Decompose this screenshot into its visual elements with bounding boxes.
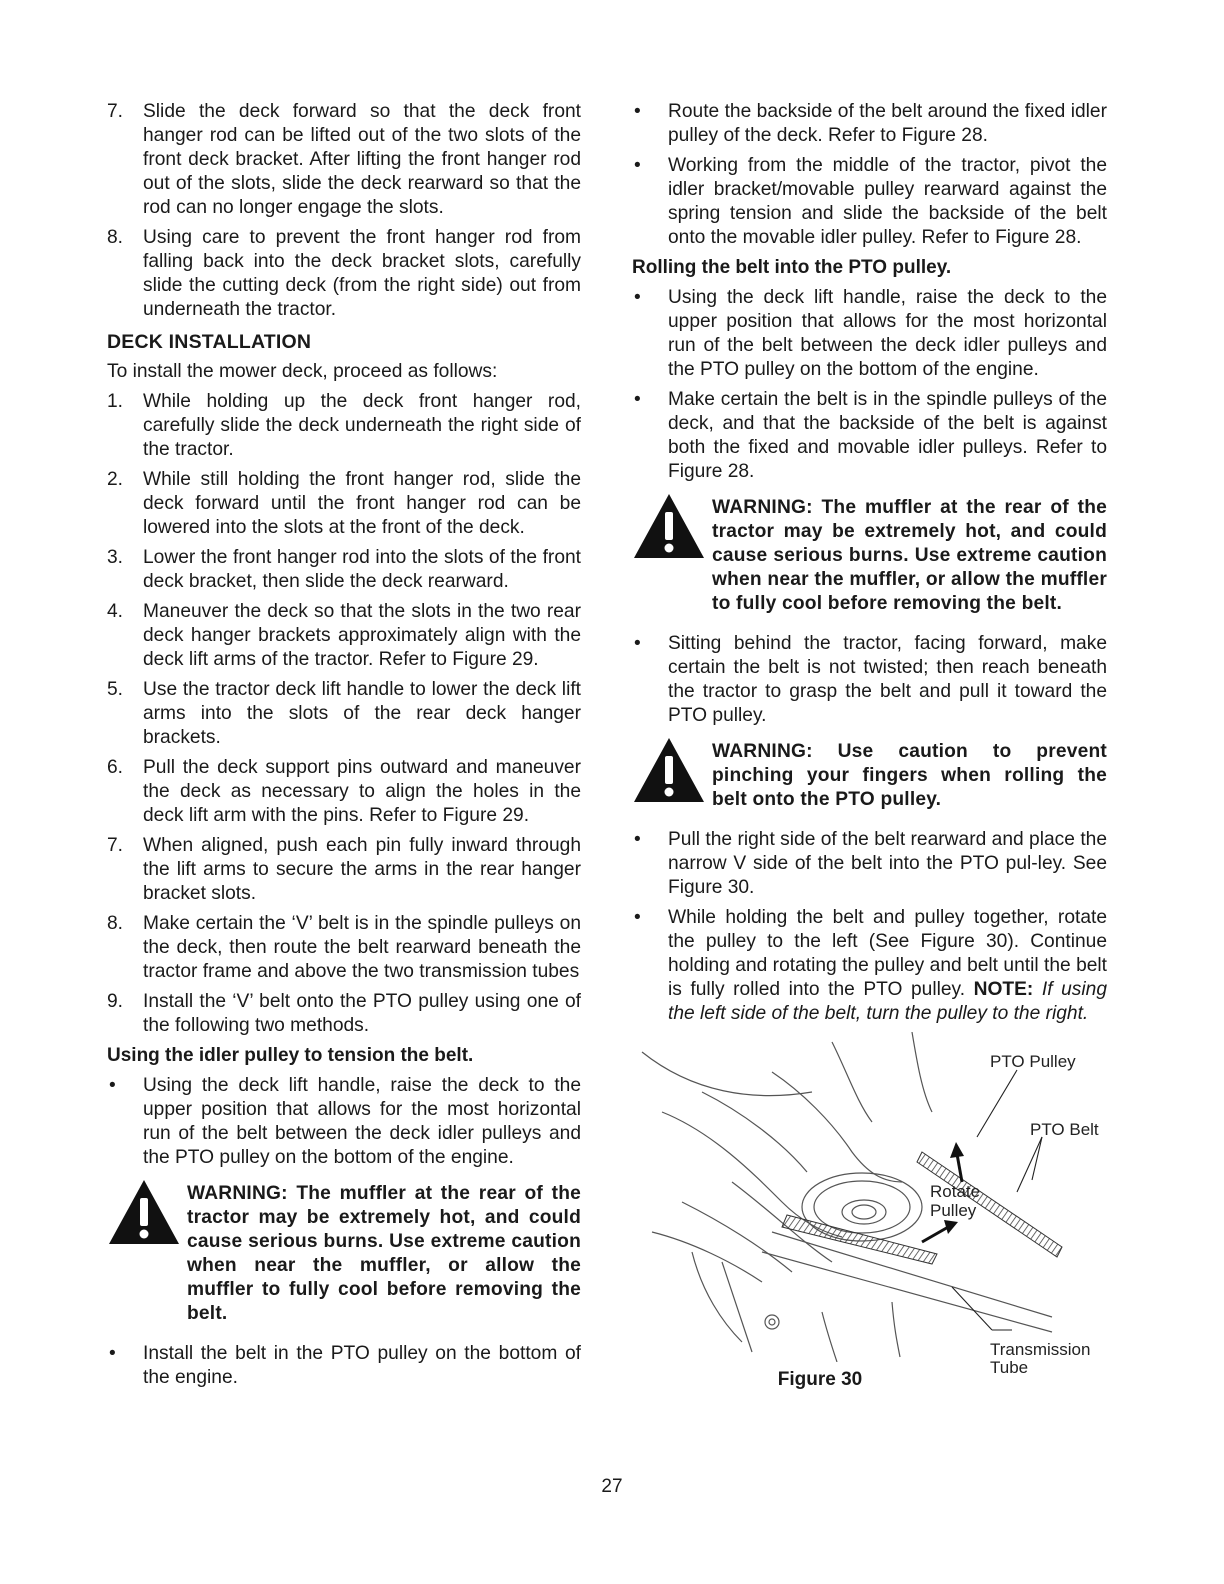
list-item-text: Sitting behind the tractor, facing forward, make certain the belt is not twisted; then reach beneath the tractor to grasp the belt and pull it toward the PTO pulley. xyxy=(668,633,1107,726)
list-item xyxy=(107,912,581,984)
step-number: 9. xyxy=(107,991,124,1012)
label-pto-pulley: PTO Pulley xyxy=(990,1052,1076,1071)
list-item-text: Install the ‘V’ belt onto the PTO pulley using one of the following two methods. xyxy=(143,991,581,1036)
bullet-marker: • xyxy=(634,389,641,410)
install-belt-bullets-list xyxy=(107,1342,581,1390)
list-item-text: Slide the deck forward so that the deck front hanger rod can be lifted out of the two slots of the front deck bracket. After lifting the front hanger rod out of the slots, slide the deck rearward so that the rod can no longer engage the slots. xyxy=(143,101,581,218)
step-number: 5. xyxy=(107,679,124,700)
sitting-bullets-list xyxy=(632,632,1107,728)
list-item-text: Working from the middle of the tractor, pivot the idler bracket/movable pulley rearward against the spring tension and slide the backside of the belt onto the movable idler pulley. Refer to Figure 28. xyxy=(668,155,1107,248)
list-item xyxy=(107,678,581,750)
warning-text: WARNING: The muffler at the rear of the tractor may be extremely hot, and could cause serious burns. Use extreme caution when near the muffler, or allow the muffler to fully cool before removing the belt. xyxy=(187,1183,581,1324)
list-item-text: Lower the front hanger rod into the slots of the front deck bracket, then slide the deck rearward. xyxy=(143,547,581,592)
list-item xyxy=(107,468,581,540)
list-item xyxy=(632,388,1107,484)
list-item xyxy=(107,100,581,220)
step-number: 8. xyxy=(107,227,124,248)
label-transmission: Transmission xyxy=(990,1340,1091,1359)
list-item-text: Pull the right side of the belt rearward and place the narrow V side of the belt into the PTO pul-ley. See Figure 30. xyxy=(668,829,1107,898)
list-item-text: Using the deck lift handle, raise the deck to the upper position that allows for the most horizontal run of the belt between the deck idler pulleys and the PTO pulley on the bottom of the engine. xyxy=(143,1075,581,1168)
label-tube: Tube xyxy=(990,1358,1029,1377)
list-item xyxy=(107,226,581,322)
label-pulley: Pulley xyxy=(930,1201,977,1220)
list-item xyxy=(107,1074,581,1170)
bullet-marker: • xyxy=(109,1343,116,1364)
list-item-text: Route the backside of the belt around the fixed idler pulley of the deck. Refer to Figure 28. xyxy=(668,101,1107,146)
list-item xyxy=(107,600,581,672)
list-item xyxy=(107,1342,581,1390)
figure-30 xyxy=(632,1032,1107,1402)
list-item xyxy=(107,756,581,828)
note-text: If using the left side of the belt, turn the pulley to the right. xyxy=(668,979,1107,1024)
list-item xyxy=(632,100,1107,148)
bullet-marker: • xyxy=(634,287,641,308)
list-item-text: Use the tractor deck lift handle to lower the deck lift arms into the slots of the rear deck hanger brackets. xyxy=(143,679,581,748)
bullet-marker: • xyxy=(634,101,641,122)
route-belt-bullets-list xyxy=(632,100,1107,250)
list-item-text: When aligned, push each pin fully inward through the lift arms to secure the arms in the rear hanger bracket slots. xyxy=(143,835,581,904)
installation-steps-list xyxy=(107,390,581,1038)
list-item-text: Pull the deck support pins outward and maneuver the deck as necessary to align the holes in the deck lift arm with the pins. Refer to Figure 29. xyxy=(143,757,581,826)
bullet-marker: • xyxy=(634,907,641,928)
warning-triangle-icon xyxy=(107,1178,181,1246)
step-number: 7. xyxy=(107,101,124,122)
label-rotate: Rotate xyxy=(930,1182,981,1201)
step-number: 3. xyxy=(107,547,124,568)
warning-triangle-icon xyxy=(632,492,706,560)
warning-triangle-icon xyxy=(632,736,706,804)
list-item xyxy=(107,546,581,594)
list-item-text: Maneuver the deck so that the slots in the two rear deck hanger brackets approximately align with the deck lift arms of the tractor. Refer to Figure 29. xyxy=(143,601,581,670)
step-number: 6. xyxy=(107,757,124,778)
note-label: NOTE: xyxy=(973,979,1034,1000)
intro-text: To install the mower deck, proceed as follows: xyxy=(107,361,498,382)
list-item xyxy=(107,990,581,1038)
removal-steps-list xyxy=(107,100,581,322)
list-item xyxy=(632,906,1107,1026)
rolling-bullets-list xyxy=(632,286,1107,484)
warning-block-muffler xyxy=(107,1182,581,1326)
section-heading-deck-installation: DECK INSTALLATION xyxy=(107,331,312,353)
step-number: 4. xyxy=(107,601,124,622)
list-item xyxy=(632,286,1107,382)
list-item-text: Make certain the ‘V’ belt is in the spindle pulleys on the deck, then route the belt rearward beneath the tractor frame and above the two transmission tubes xyxy=(143,913,581,982)
figure-caption: Figure 30 xyxy=(777,1369,863,1390)
list-item xyxy=(632,154,1107,250)
warning-block-pinching xyxy=(632,740,1107,812)
list-item-text: While holding up the deck front hanger rod, carefully slide the deck underneath the right side of the tractor. xyxy=(143,391,581,460)
page-number: 27 xyxy=(601,1476,623,1497)
right-column xyxy=(632,100,1107,1402)
bullet-marker: • xyxy=(634,829,641,850)
subheading-idler-pulley: Using the idler pulley to tension the belt. xyxy=(107,1045,474,1066)
pto-pulley-illustration xyxy=(632,1032,1107,1362)
bullet-marker: • xyxy=(634,155,641,176)
list-item-text: While holding the belt and pulley together, rotate the pulley to the left (See Figure 30). Continue holding and rotating the pulley and belt until the belt is fully rolled into the PTO pulley. xyxy=(668,907,1107,1000)
bullet-marker: • xyxy=(634,633,641,654)
left-column xyxy=(107,100,581,1396)
list-item xyxy=(632,632,1107,728)
list-item-text: Using the deck lift handle, raise the deck to the upper position that allows for the most horizontal run of the belt between the deck idler pulleys and the PTO pulley on the bottom of the engine. xyxy=(668,287,1107,380)
list-item-text: While still holding the front hanger rod, slide the deck forward until the front hanger rod can be lowered into the slots at the front of the deck. xyxy=(143,469,581,538)
step-number: 2. xyxy=(107,469,124,490)
list-item xyxy=(107,834,581,906)
label-pto-belt: PTO Belt xyxy=(1030,1120,1099,1139)
idler-bullets-list xyxy=(107,1074,581,1170)
list-item xyxy=(632,828,1107,900)
warning-text: WARNING: Use caution to prevent pinching your fingers when rolling the belt onto the PTO pulley. xyxy=(712,741,1107,810)
step-number: 1. xyxy=(107,391,124,412)
list-item-text: Using care to prevent the front hanger rod from falling back into the deck bracket slots, carefully slide the cutting deck (from the right side) out from underneath the tractor. xyxy=(143,227,581,320)
warning-text: WARNING: The muffler at the rear of the tractor may be extremely hot, and could cause serious burns. Use extreme caution when near the muffler, or allow the muffler to fully cool before removing the belt. xyxy=(712,497,1107,614)
subheading-rolling-belt: Rolling the belt into the PTO pulley. xyxy=(632,257,952,278)
list-item-text: Make certain the belt is in the spindle pulleys of the deck, and that the backside of the belt is against both the fixed and movable idler pulleys. Refer to Figure 28. xyxy=(668,389,1107,482)
step-number: 8. xyxy=(107,913,124,934)
warning-block-muffler xyxy=(632,496,1107,616)
list-item-text: Install the belt in the PTO pulley on the bottom of the engine. xyxy=(143,1343,581,1388)
step-number: 7. xyxy=(107,835,124,856)
list-item xyxy=(107,390,581,462)
bullet-marker: • xyxy=(109,1075,116,1096)
